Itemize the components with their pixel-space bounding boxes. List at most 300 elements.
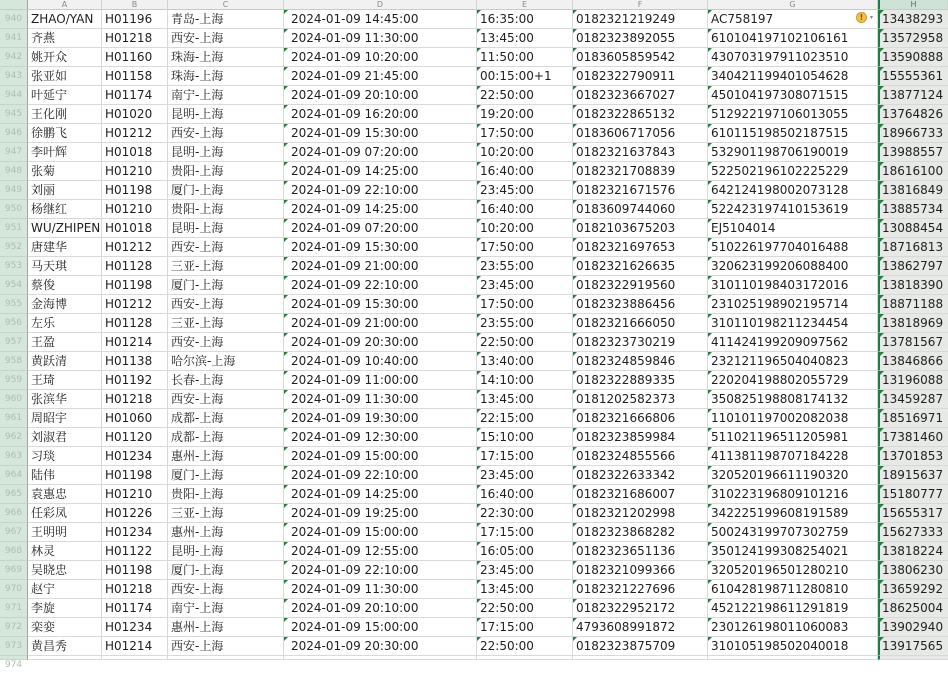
cell-name[interactable]: 齐燕 — [28, 29, 102, 48]
row-number[interactable]: 960 — [0, 390, 28, 409]
cell-route[interactable]: 西安-上海 — [168, 390, 284, 409]
cell-name[interactable]: 左乐 — [28, 314, 102, 333]
cell-arrival-time[interactable]: 17:15:00 — [477, 447, 573, 466]
cell-id-number[interactable]: 532901198706190019 — [708, 143, 878, 162]
cell-departure-datetime[interactable]: 2024-01-09 15:30:00 — [284, 295, 477, 314]
cell-arrival-time[interactable]: 16:40:00 — [477, 485, 573, 504]
cell-arrival-time[interactable]: 16:35:00 — [477, 10, 573, 29]
column-header-a[interactable]: A — [28, 0, 102, 10]
column-header-c[interactable]: C — [168, 0, 284, 10]
cell-booking-no[interactable]: 0182323651136 — [573, 542, 708, 561]
cell-departure-datetime[interactable]: 2024-01-09 20:10:00 — [284, 599, 477, 618]
cell-id-number[interactable]: 511021196511205981 — [708, 428, 878, 447]
cell-booking-no[interactable]: 0182321227696 — [573, 580, 708, 599]
row-number[interactable]: 964 — [0, 466, 28, 485]
cell-departure-datetime[interactable]: 2024-01-09 12:30:00 — [284, 428, 477, 447]
cell-departure-datetime[interactable]: 2024-01-09 20:30:00 — [284, 637, 477, 656]
column-header-d[interactable]: D — [284, 0, 477, 10]
cell-route[interactable]: 长春-上海 — [168, 371, 284, 390]
cell-booking-no[interactable]: 0182321666806 — [573, 409, 708, 428]
cell-name[interactable]: 王明明 — [28, 523, 102, 542]
cell-id-number[interactable]: 231025198902195714 — [708, 295, 878, 314]
cell-booking-no[interactable]: 0182323859984 — [573, 428, 708, 447]
cell-booking-no[interactable]: 0182321708839 — [573, 162, 708, 181]
row-number[interactable]: 942 — [0, 48, 28, 67]
cell-route[interactable]: 三亚-上海 — [168, 504, 284, 523]
cell-flight-no[interactable]: H01174 — [102, 599, 168, 618]
cell-arrival-time[interactable]: 22:50:00 — [477, 333, 573, 352]
cell-arrival-time[interactable]: 22:30:00 — [477, 504, 573, 523]
cell-id-number[interactable]: 411381198707184228 — [708, 447, 878, 466]
cell-booking-no[interactable]: 0182321099366 — [573, 561, 708, 580]
cell-id-number[interactable]: 610428198711280810 — [708, 580, 878, 599]
cell-arrival-time[interactable]: 23:45:00 — [477, 276, 573, 295]
cell-id-number[interactable]: EJ5104014 — [708, 219, 878, 238]
cell-booking-no[interactable]: 0182321686007 — [573, 485, 708, 504]
cell-name[interactable]: 袁惠忠 — [28, 485, 102, 504]
cell-arrival-time[interactable]: 17:50:00 — [477, 295, 573, 314]
cell-booking-no[interactable]: 0182324855566 — [573, 447, 708, 466]
cell-name[interactable]: 杨继红 — [28, 200, 102, 219]
row-number[interactable]: 956 — [0, 314, 28, 333]
cell-flight-no[interactable]: H01198 — [102, 181, 168, 200]
row-number[interactable]: 968 — [0, 542, 28, 561]
cell-flight-no[interactable]: H01192 — [102, 371, 168, 390]
column-header-h-selected[interactable]: H — [878, 0, 948, 10]
cell-flight-no[interactable]: H01210 — [102, 162, 168, 181]
cell-route[interactable]: 西安-上海 — [168, 124, 284, 143]
cell-arrival-time[interactable]: 16:40:00 — [477, 200, 573, 219]
cell-flight-no[interactable]: H01128 — [102, 314, 168, 333]
cell-flight-no[interactable]: H01214 — [102, 637, 168, 656]
row-number[interactable]: 955 — [0, 295, 28, 314]
cell-phone-selected[interactable]: 13902940 — [878, 618, 948, 637]
row-number[interactable]: 958 — [0, 352, 28, 371]
row-number[interactable]: 948 — [0, 162, 28, 181]
row-number[interactable]: 973 — [0, 637, 28, 656]
cell-booking-no[interactable]: 0182324859846 — [573, 352, 708, 371]
cell-route[interactable]: 西安-上海 — [168, 580, 284, 599]
cell-name[interactable]: 张滨华 — [28, 390, 102, 409]
cell-booking-no[interactable]: 0182323875709 — [573, 637, 708, 656]
cell-phone-selected[interactable]: 13818224 — [878, 542, 948, 561]
row-number[interactable]: 966 — [0, 504, 28, 523]
row-number[interactable]: 950 — [0, 200, 28, 219]
cell-id-number[interactable]: 230126198011060083 — [708, 618, 878, 637]
cell-booking-no[interactable]: 0182321666050 — [573, 314, 708, 333]
row-number[interactable]: 941 — [0, 29, 28, 48]
cell-flight-no[interactable]: H01210 — [102, 485, 168, 504]
cell-route[interactable]: 西安-上海 — [168, 295, 284, 314]
cell-route[interactable]: 贵阳-上海 — [168, 485, 284, 504]
cell-arrival-time[interactable]: 23:55:00 — [477, 314, 573, 333]
cell-id-number[interactable]: 510226197704016488 — [708, 238, 878, 257]
cell-phone-selected[interactable]: 13988557 — [878, 143, 948, 162]
cell-route[interactable]: 成都-上海 — [168, 428, 284, 447]
cell-name[interactable]: 王琦 — [28, 371, 102, 390]
cell-id-number[interactable]: 320623199206088400 — [708, 257, 878, 276]
cell-phone-selected[interactable]: 13917565 — [878, 637, 948, 656]
cell-name[interactable]: 周昭宇 — [28, 409, 102, 428]
cell-flight-no[interactable]: H01214 — [102, 333, 168, 352]
cell-flight-no[interactable]: H01212 — [102, 124, 168, 143]
cell-route[interactable]: 珠海-上海 — [168, 48, 284, 67]
cell-arrival-time[interactable]: 22:50:00 — [477, 86, 573, 105]
cell-name[interactable]: 黄昌秀 — [28, 637, 102, 656]
cell-booking-no[interactable]: 0182322633342 — [573, 466, 708, 485]
cell-booking-no[interactable]: 0182323892055 — [573, 29, 708, 48]
cell-arrival-time[interactable]: 13:40:00 — [477, 352, 573, 371]
cell-id-number[interactable]: 110101197002082038 — [708, 409, 878, 428]
cell-flight-no[interactable] — [102, 656, 168, 660]
cell-flight-no[interactable]: H01212 — [102, 295, 168, 314]
cell-phone-selected[interactable]: 15555361 — [878, 67, 948, 86]
cell-name[interactable]: ZHAO/YAN — [28, 10, 102, 29]
cell-route[interactable]: 西安-上海 — [168, 333, 284, 352]
cell-flight-no[interactable]: H01198 — [102, 466, 168, 485]
cell-name[interactable]: 黄跃清 — [28, 352, 102, 371]
cell-id-number[interactable]: 642124198002073128 — [708, 181, 878, 200]
column-header-f[interactable]: F — [573, 0, 708, 10]
cell-flight-no[interactable]: H01218 — [102, 29, 168, 48]
cell-flight-no[interactable]: H01234 — [102, 618, 168, 637]
cell-arrival-time[interactable]: 16:05:00 — [477, 542, 573, 561]
cell-flight-no[interactable]: H01138 — [102, 352, 168, 371]
cell-phone-selected[interactable]: 13701853 — [878, 447, 948, 466]
cell-id-number[interactable]: 310110198211234454 — [708, 314, 878, 333]
cell-name[interactable]: 李旋 — [28, 599, 102, 618]
row-number[interactable]: 947 — [0, 143, 28, 162]
cell-name[interactable]: 赵宁 — [28, 580, 102, 599]
cell-arrival-time[interactable]: 19:20:00 — [477, 105, 573, 124]
cell-departure-datetime[interactable]: 2024-01-09 15:30:00 — [284, 238, 477, 257]
error-warning-icon[interactable] — [856, 12, 873, 23]
cell-id-number[interactable]: 500243199707302759 — [708, 523, 878, 542]
cell-arrival-time[interactable]: 15:10:00 — [477, 428, 573, 447]
cell-arrival-time[interactable]: 13:45:00 — [477, 29, 573, 48]
cell-name[interactable]: 任彩凤 — [28, 504, 102, 523]
cell-departure-datetime[interactable]: 2024-01-09 14:25:00 — [284, 200, 477, 219]
cell-flight-no[interactable]: H01212 — [102, 238, 168, 257]
cell-booking-no[interactable]: 0182322790911 — [573, 67, 708, 86]
cell-name[interactable]: 刘丽 — [28, 181, 102, 200]
cell-flight-no[interactable]: H01020 — [102, 105, 168, 124]
cell-departure-datetime[interactable]: 2024-01-09 10:20:00 — [284, 48, 477, 67]
cell-name[interactable]: WU/ZHIPEN — [28, 219, 102, 238]
cell-phone-selected[interactable]: 13590888 — [878, 48, 948, 67]
cell-route[interactable]: 昆明-上海 — [168, 143, 284, 162]
cell-departure-datetime[interactable]: 2024-01-09 22:10:00 — [284, 181, 477, 200]
cell-flight-no[interactable]: H01218 — [102, 390, 168, 409]
cell-flight-no[interactable]: H01060 — [102, 409, 168, 428]
cell-name[interactable]: 张菊 — [28, 162, 102, 181]
row-number[interactable]: 953 — [0, 257, 28, 276]
cell-phone-selected[interactable]: 13781567 — [878, 333, 948, 352]
cell-route[interactable]: 成都-上海 — [168, 409, 284, 428]
cell-route[interactable]: 哈尔滨-上海 — [168, 352, 284, 371]
cell-arrival-time[interactable]: 17:15:00 — [477, 618, 573, 637]
cell-flight-no[interactable]: H01198 — [102, 561, 168, 580]
cell-phone-selected[interactable]: 18915637 — [878, 466, 948, 485]
cell-route[interactable]: 南宁-上海 — [168, 86, 284, 105]
cell-id-number[interactable]: 452122198611291819 — [708, 599, 878, 618]
cell-flight-no[interactable]: H01234 — [102, 523, 168, 542]
row-number[interactable]: 972 — [0, 618, 28, 637]
row-number[interactable]: 943 — [0, 67, 28, 86]
cell-id-number[interactable]: 320520196501280210 — [708, 561, 878, 580]
cell-arrival-time[interactable]: 13:45:00 — [477, 390, 573, 409]
cell-booking-no[interactable]: 4793608991872 — [573, 618, 708, 637]
cell-route[interactable]: 昆明-上海 — [168, 542, 284, 561]
cell-departure-datetime[interactable]: 2024-01-09 21:00:00 — [284, 257, 477, 276]
cell-phone-selected[interactable]: 18625004 — [878, 599, 948, 618]
cell-id-number[interactable]: 522423197410153619 — [708, 200, 878, 219]
cell-route[interactable]: 贵阳-上海 — [168, 200, 284, 219]
cell-flight-no[interactable]: H01210 — [102, 200, 168, 219]
row-number[interactable]: 969 — [0, 561, 28, 580]
cell-id-number[interactable]: 350124199308254021 — [708, 542, 878, 561]
cell-booking-no[interactable]: 0182322919560 — [573, 276, 708, 295]
cell-booking-no[interactable]: 0182323667027 — [573, 86, 708, 105]
cell-booking-no[interactable] — [573, 656, 708, 660]
cell-booking-no[interactable]: 0182323868282 — [573, 523, 708, 542]
cell-arrival-time[interactable]: 00:15:00+1 — [477, 67, 573, 86]
cell-name[interactable]: 陆伟 — [28, 466, 102, 485]
cell-booking-no[interactable]: 0182322889335 — [573, 371, 708, 390]
row-number[interactable]: 940 — [0, 10, 28, 29]
cell-flight-no[interactable]: H01122 — [102, 542, 168, 561]
cell-name[interactable]: 王化刚 — [28, 105, 102, 124]
cell-arrival-time[interactable]: 23:55:00 — [477, 257, 573, 276]
cell-arrival-time[interactable]: 13:45:00 — [477, 580, 573, 599]
cell-booking-no[interactable]: 0182322865132 — [573, 105, 708, 124]
cell-name[interactable]: 吴晓忠 — [28, 561, 102, 580]
cell-phone-selected[interactable]: 13818390 — [878, 276, 948, 295]
row-number[interactable]: 959 — [0, 371, 28, 390]
cell-flight-no[interactable]: H01018 — [102, 143, 168, 162]
cell-id-number[interactable]: 411424199209097562 — [708, 333, 878, 352]
cell-booking-no[interactable]: 0183606717056 — [573, 124, 708, 143]
cell-departure-datetime[interactable]: 2024-01-09 15:00:00 — [284, 447, 477, 466]
cell-route[interactable]: 昆明-上海 — [168, 219, 284, 238]
cell-booking-no[interactable]: 0181202582373 — [573, 390, 708, 409]
cell-name[interactable]: 李叶辉 — [28, 143, 102, 162]
cell-route[interactable]: 三亚-上海 — [168, 314, 284, 333]
cell-phone-selected[interactable]: 15180777 — [878, 485, 948, 504]
cell-id-number[interactable]: 610115198502187515 — [708, 124, 878, 143]
cell-name[interactable]: 叶延宁 — [28, 86, 102, 105]
cell-name[interactable]: 姚开众 — [28, 48, 102, 67]
cell-name[interactable]: 习琰 — [28, 447, 102, 466]
cell-id-number[interactable]: 450104197308071515 — [708, 86, 878, 105]
cell-departure-datetime[interactable]: 2024-01-09 16:20:00 — [284, 105, 477, 124]
cell-flight-no[interactable]: H01198 — [102, 276, 168, 295]
cell-id-number[interactable]: 340421199401054628 — [708, 67, 878, 86]
row-number[interactable]: 961 — [0, 409, 28, 428]
cell-route[interactable]: 西安-上海 — [168, 238, 284, 257]
cell-flight-no[interactable]: H01226 — [102, 504, 168, 523]
cell-name[interactable]: 张亚如 — [28, 67, 102, 86]
cell-phone-selected[interactable]: 18716813 — [878, 238, 948, 257]
cell-arrival-time[interactable]: 10:20:00 — [477, 143, 573, 162]
cell-route[interactable]: 厦门-上海 — [168, 466, 284, 485]
cell-route[interactable]: 青岛-上海 — [168, 10, 284, 29]
column-header-g[interactable]: G — [708, 0, 878, 10]
cell-booking-no[interactable]: 0182321626635 — [573, 257, 708, 276]
row-number[interactable]: 951 — [0, 219, 28, 238]
cell-departure-datetime[interactable]: 2024-01-09 14:25:00 — [284, 485, 477, 504]
cell-departure-datetime[interactable]: 2024-01-09 14:25:00 — [284, 162, 477, 181]
cell-departure-datetime[interactable]: 2024-01-09 21:45:00 — [284, 67, 477, 86]
cell-phone-selected[interactable]: 13877124 — [878, 86, 948, 105]
row-number[interactable]: 965 — [0, 485, 28, 504]
row-number[interactable]: 949 — [0, 181, 28, 200]
row-number[interactable]: 957 — [0, 333, 28, 352]
cell-departure-datetime[interactable]: 2024-01-09 11:00:00 — [284, 371, 477, 390]
cell-departure-datetime[interactable] — [284, 656, 477, 660]
cell-phone-selected[interactable]: 13806230 — [878, 561, 948, 580]
cell-phone-selected[interactable]: 18871188 — [878, 295, 948, 314]
cell-arrival-time[interactable]: 23:45:00 — [477, 561, 573, 580]
cell-departure-datetime[interactable]: 2024-01-09 19:25:00 — [284, 504, 477, 523]
cell-departure-datetime[interactable]: 2024-01-09 20:30:00 — [284, 333, 477, 352]
cell-departure-datetime[interactable]: 2024-01-09 22:10:00 — [284, 276, 477, 295]
cell-route[interactable]: 厦门-上海 — [168, 561, 284, 580]
cell-flight-no[interactable]: H01158 — [102, 67, 168, 86]
cell-phone-selected[interactable]: 18516971 — [878, 409, 948, 428]
cell-name[interactable]: 王盈 — [28, 333, 102, 352]
row-number[interactable]: 962 — [0, 428, 28, 447]
cell-arrival-time[interactable]: 22:15:00 — [477, 409, 573, 428]
cell-arrival-time[interactable] — [477, 656, 573, 660]
cell-phone-selected[interactable]: 13659292 — [878, 580, 948, 599]
cell-route[interactable]: 南宁-上海 — [168, 599, 284, 618]
cell-route[interactable]: 昆明-上海 — [168, 105, 284, 124]
row-number[interactable]: 944 — [0, 86, 28, 105]
cell-booking-no[interactable]: 0182321219249 — [573, 10, 708, 29]
column-header-e[interactable]: E — [477, 0, 573, 10]
cell-flight-no[interactable]: H01128 — [102, 257, 168, 276]
cell-id-number[interactable]: 310110198403172016 — [708, 276, 878, 295]
cell-arrival-time[interactable]: 11:50:00 — [477, 48, 573, 67]
cell-arrival-time[interactable]: 17:15:00 — [477, 523, 573, 542]
cell-departure-datetime[interactable]: 2024-01-09 19:30:00 — [284, 409, 477, 428]
cell-arrival-time[interactable]: 16:40:00 — [477, 162, 573, 181]
cell-departure-datetime[interactable]: 2024-01-09 11:30:00 — [284, 390, 477, 409]
cell-id-number[interactable]: 430703197911023510 — [708, 48, 878, 67]
cell-phone-selected[interactable]: 13885734 — [878, 200, 948, 219]
cell-phone-selected[interactable]: 13438293 — [878, 10, 948, 29]
cell-id-number[interactable]: 512922197106013055 — [708, 105, 878, 124]
cell-phone-selected[interactable]: 13196088 — [878, 371, 948, 390]
cell-departure-datetime[interactable]: 2024-01-09 15:30:00 — [284, 124, 477, 143]
cell-phone-selected[interactable]: 13459287 — [878, 390, 948, 409]
cell-name[interactable]: 刘淑君 — [28, 428, 102, 447]
cell-arrival-time[interactable]: 23:45:00 — [477, 181, 573, 200]
cell-id-number[interactable] — [708, 656, 878, 660]
cell-phone-selected[interactable]: 15627333 — [878, 523, 948, 542]
cell-phone-selected[interactable]: 13862797 — [878, 257, 948, 276]
cell-phone-selected[interactable]: 18966733 — [878, 124, 948, 143]
cell-arrival-time[interactable]: 17:50:00 — [477, 238, 573, 257]
cell-booking-no[interactable]: 0182321671576 — [573, 181, 708, 200]
cell-name[interactable]: 马天琪 — [28, 257, 102, 276]
cell-route[interactable]: 西安-上海 — [168, 637, 284, 656]
cell-name[interactable]: 栾娈 — [28, 618, 102, 637]
cell-flight-no[interactable]: H01174 — [102, 86, 168, 105]
cell-name[interactable]: 林灵 — [28, 542, 102, 561]
cell-phone-selected[interactable]: 13846866 — [878, 352, 948, 371]
cell-flight-no[interactable]: H01234 — [102, 447, 168, 466]
row-number[interactable]: 963 — [0, 447, 28, 466]
row-number[interactable]: 971 — [0, 599, 28, 618]
column-header-b[interactable]: B — [102, 0, 168, 10]
cell-arrival-time[interactable]: 22:50:00 — [477, 599, 573, 618]
cell-route[interactable]: 惠州-上海 — [168, 447, 284, 466]
cell-name[interactable]: 唐建华 — [28, 238, 102, 257]
cell-departure-datetime[interactable]: 2024-01-09 11:30:00 — [284, 580, 477, 599]
row-number[interactable]: 945 — [0, 105, 28, 124]
cell-departure-datetime[interactable]: 2024-01-09 07:20:00 — [284, 143, 477, 162]
select-all-corner[interactable] — [0, 0, 28, 10]
cell-route[interactable]: 惠州-上海 — [168, 523, 284, 542]
cell-arrival-time[interactable]: 17:50:00 — [477, 124, 573, 143]
cell-departure-datetime[interactable]: 2024-01-09 12:55:00 — [284, 542, 477, 561]
cell-booking-no[interactable]: 0183609744060 — [573, 200, 708, 219]
cell-booking-no[interactable]: 0182321202998 — [573, 504, 708, 523]
cell-id-number[interactable]: 220204198802055729 — [708, 371, 878, 390]
cell-route[interactable]: 厦门-上海 — [168, 181, 284, 200]
cell-booking-no[interactable]: 0182323886456 — [573, 295, 708, 314]
row-number[interactable]: 946 — [0, 124, 28, 143]
row-number[interactable]: 954 — [0, 276, 28, 295]
cell-route[interactable]: 贵阳-上海 — [168, 162, 284, 181]
cell-arrival-time[interactable]: 23:45:00 — [477, 466, 573, 485]
cell-name[interactable]: 金海博 — [28, 295, 102, 314]
cell-route[interactable]: 厦门-上海 — [168, 276, 284, 295]
cell-route[interactable]: 惠州-上海 — [168, 618, 284, 637]
cell-id-number[interactable]: 320520196611190320 — [708, 466, 878, 485]
cell-booking-no[interactable]: 0183605859542 — [573, 48, 708, 67]
cell-id-number[interactable]: 310105198502040018 — [708, 637, 878, 656]
cell-arrival-time[interactable]: 14:10:00 — [477, 371, 573, 390]
cell-departure-datetime[interactable]: 2024-01-09 20:10:00 — [284, 86, 477, 105]
cell-flight-no[interactable]: H01196 — [102, 10, 168, 29]
cell-id-number[interactable]: AC758197 ! ▾ — [708, 10, 878, 29]
cell-booking-no[interactable]: 0182103675203 — [573, 219, 708, 238]
cell-id-number[interactable]: 310223196809101216 — [708, 485, 878, 504]
cell-booking-no[interactable]: 0182322952172 — [573, 599, 708, 618]
cell-departure-datetime[interactable]: 2024-01-09 14:45:00 — [284, 10, 477, 29]
cell-arrival-time[interactable]: 10:20:00 — [477, 219, 573, 238]
cell-phone-selected[interactable] — [878, 656, 948, 660]
cell-departure-datetime[interactable]: 2024-01-09 15:00:00 — [284, 618, 477, 637]
cell-booking-no[interactable]: 0182321697653 — [573, 238, 708, 257]
cell-arrival-time[interactable]: 22:50:00 — [477, 637, 573, 656]
cell-phone-selected[interactable]: 13088454 — [878, 219, 948, 238]
cell-phone-selected[interactable]: 17381460 — [878, 428, 948, 447]
row-number[interactable]: 970 — [0, 580, 28, 599]
cell-flight-no[interactable]: H01218 — [102, 580, 168, 599]
cell-route[interactable]: 三亚-上海 — [168, 257, 284, 276]
cell-phone-selected[interactable]: 13816849 — [878, 181, 948, 200]
cell-id-number[interactable]: 342225199608191589 — [708, 504, 878, 523]
cell-flight-no[interactable]: H01018 — [102, 219, 168, 238]
cell-id-number[interactable]: 350825198808174132 — [708, 390, 878, 409]
cell-booking-no[interactable]: 0182321637843 — [573, 143, 708, 162]
cell-departure-datetime[interactable]: 2024-01-09 15:00:00 — [284, 523, 477, 542]
cell-id-number[interactable]: 522502196102225229 — [708, 162, 878, 181]
